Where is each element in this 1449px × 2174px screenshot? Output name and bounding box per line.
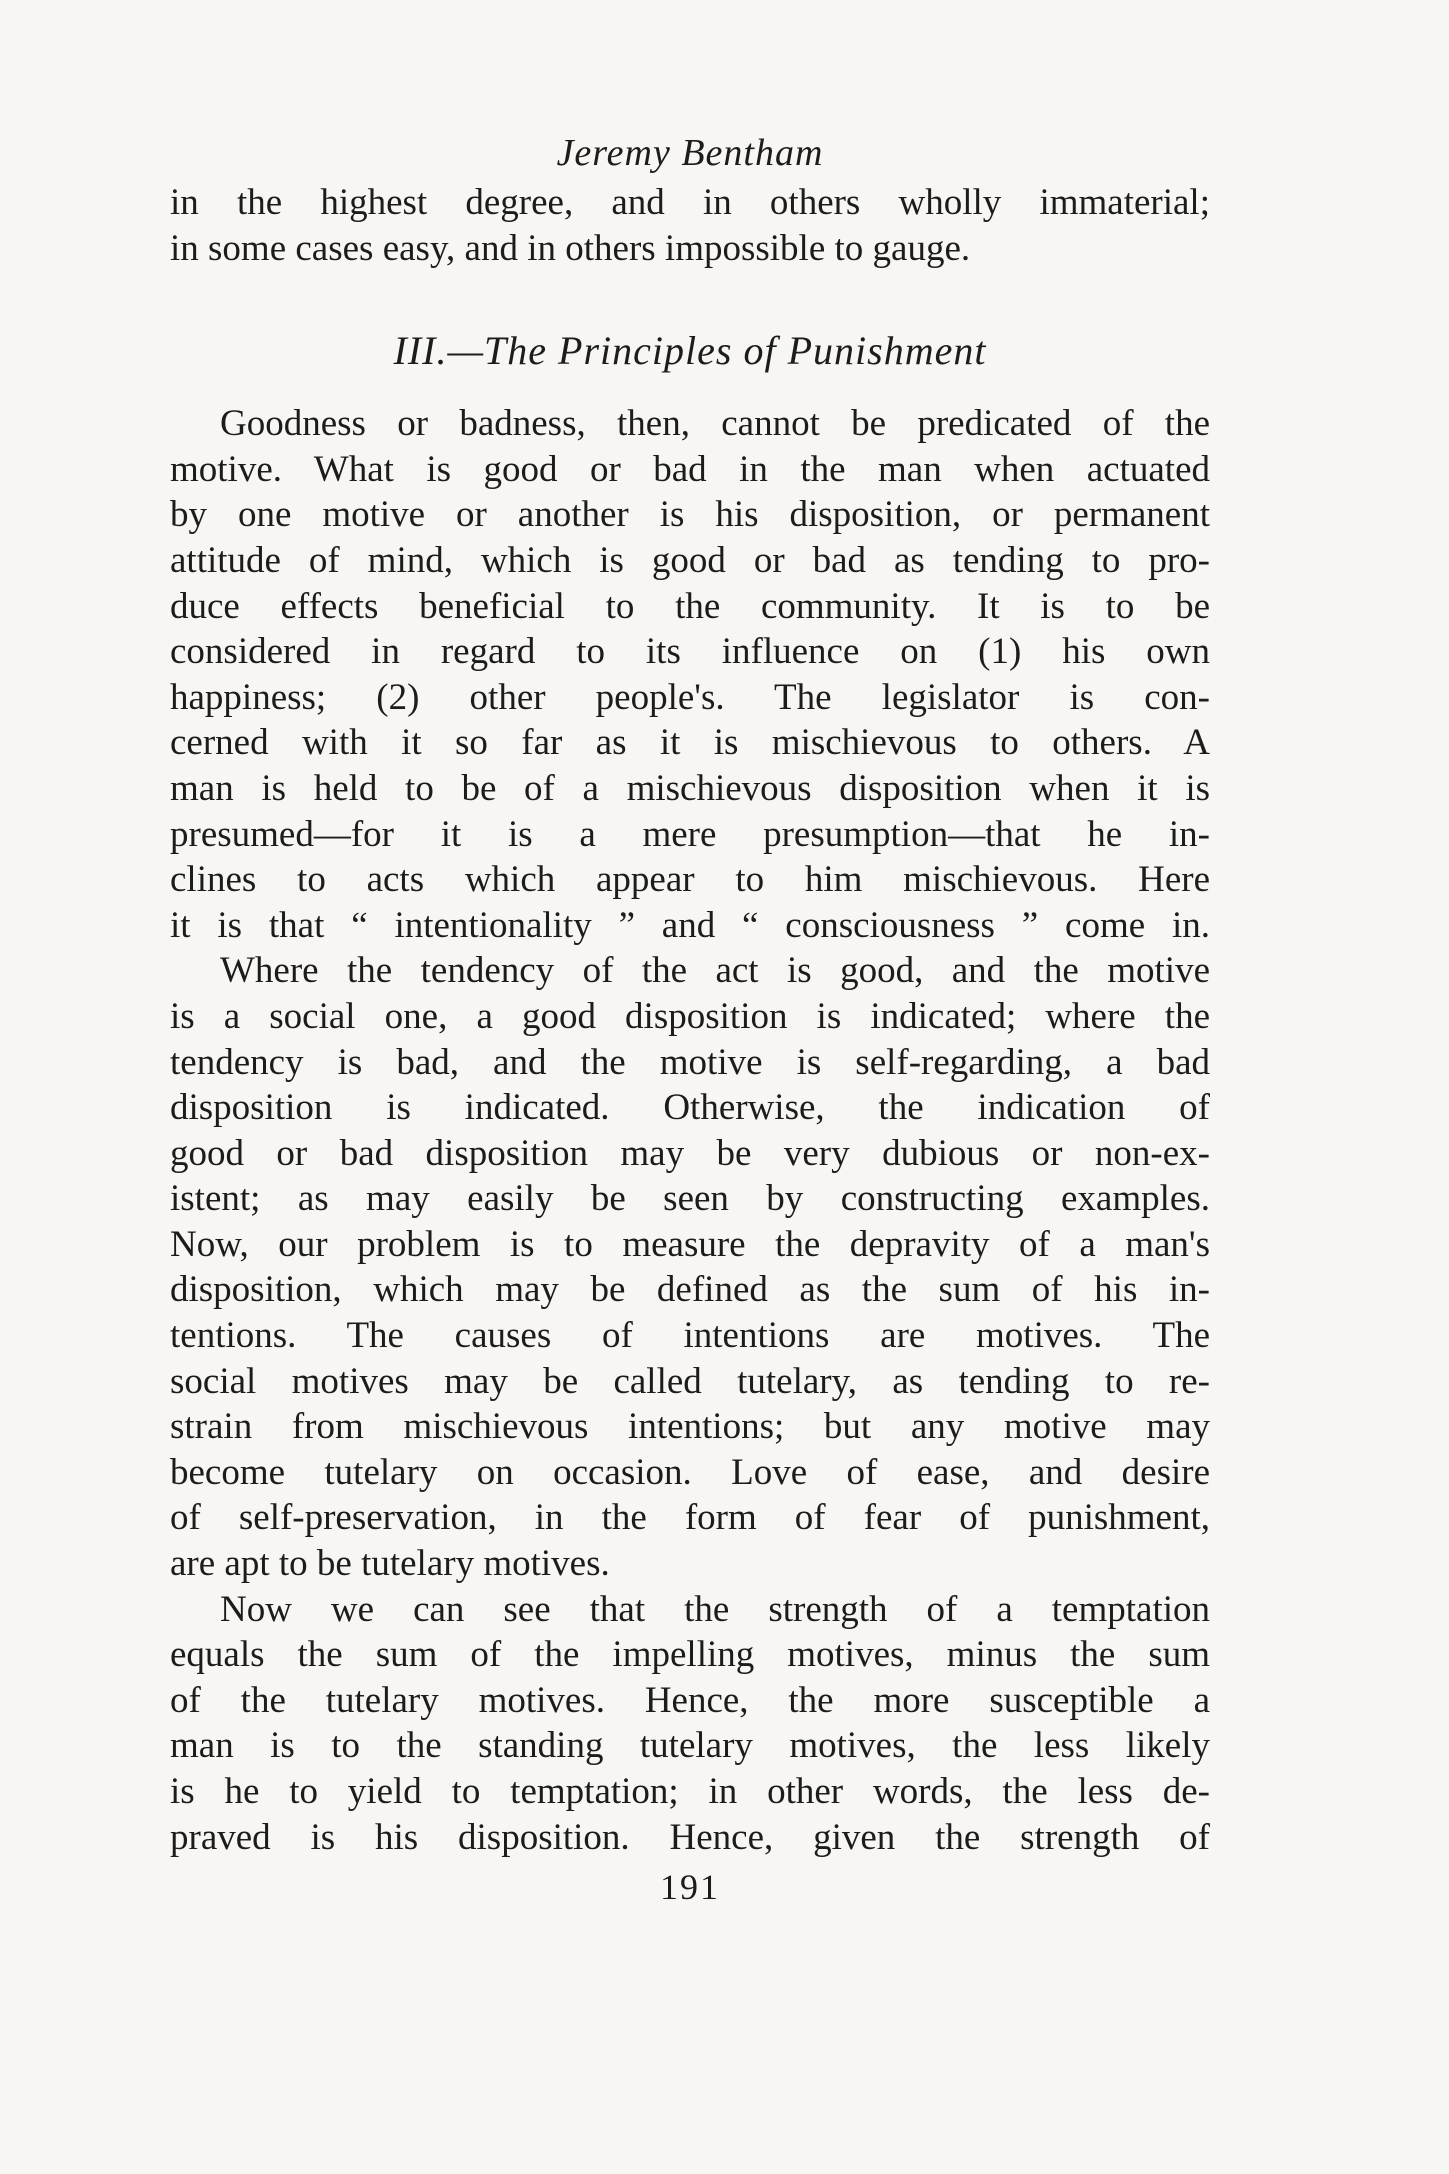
text-line: considered in regard to its influence on (1) his own: [170, 631, 1210, 673]
text-line: in the highest degree, and in others wholly immaterial;: [170, 182, 1210, 223]
section-heading: III.—The Principles of Punishment: [393, 328, 987, 374]
text-line: attitude of mind, which is good or bad as tending to pro-: [170, 539, 1210, 581]
text-line: become tutelary on occasion. Love of ease, and desire: [170, 1451, 1210, 1493]
text-line: istent; as may easily be seen by constructing examples.: [170, 1178, 1210, 1220]
book-page: [170, 128, 1210, 1912]
text-line: of self-preservation, in the form of fear of punishment,: [170, 1497, 1210, 1539]
text-line: it is that “ intentionality ” and “ consciousness ” come in.: [170, 904, 1210, 946]
text-line: Now, our problem is to measure the depravity of a man's: [170, 1223, 1210, 1265]
text-line: tentions. The causes of intentions are motives. The: [170, 1315, 1210, 1357]
text-line: Goodness or badness, then, cannot be predicated of the: [220, 403, 1210, 445]
text-line: happiness; (2) other people's. The legislator is con-: [170, 676, 1210, 718]
text-line: clines to acts which appear to him mischievous. Here: [170, 859, 1210, 901]
text-line: social motives may be called tutelary, as tending to re-: [170, 1360, 1210, 1402]
paragraph-1: [170, 401, 1210, 948]
paragraph-2: [170, 948, 1210, 1586]
intro-paragraph: [170, 180, 1210, 271]
text-line: tendency is bad, and the motive is self-regarding, a bad: [170, 1041, 1210, 1083]
text-line: good or bad disposition may be very dubious or non-ex-: [170, 1132, 1210, 1174]
text-line: by one motive or another is his disposition, or permanent: [170, 494, 1210, 536]
text-line: is he to yield to temptation; in other words, the less de-: [170, 1771, 1210, 1812]
text-line: are apt to be tutelary motives.: [170, 1543, 610, 1585]
text-line: motive. What is good or bad in the man when actuated: [170, 448, 1210, 490]
paragraph-3: [170, 1587, 1210, 1861]
text-line: Where the tendency of the act is good, and the motive: [220, 950, 1210, 992]
text-line: in some cases easy, and in others impossible to gauge.: [170, 227, 971, 269]
text-line: man is held to be of a mischievous disposition when it is: [170, 767, 1210, 809]
text-line: is a social one, a good disposition is indicated; where the: [170, 995, 1210, 1037]
text-line: man is to the standing tutelary motives, the less likely: [170, 1725, 1210, 1767]
page-number: 191: [660, 1867, 720, 1908]
text-line: duce effects beneficial to the community. It is to be: [170, 585, 1210, 627]
text-line: cerned with it so far as it is mischievous to others. A: [170, 722, 1210, 764]
text-line: Now we can see that the strength of a temptation: [220, 1588, 1210, 1630]
text-line: disposition, which may be defined as the sum of his in-: [170, 1269, 1210, 1311]
text-line: equals the sum of the impelling motives, minus the sum: [170, 1634, 1210, 1676]
text-line: praved is his disposition. Hence, given the strength of: [170, 1816, 1210, 1858]
text-line: strain from mischievous intentions; but any motive may: [170, 1406, 1210, 1448]
text-line: presumed—for it is a mere presumption—that he in-: [170, 813, 1210, 855]
running-head: Jeremy Bentham: [556, 132, 824, 174]
text-line: of the tutelary motives. Hence, the more susceptible a: [170, 1679, 1210, 1721]
text-line: disposition is indicated. Otherwise, the indication of: [170, 1087, 1210, 1129]
